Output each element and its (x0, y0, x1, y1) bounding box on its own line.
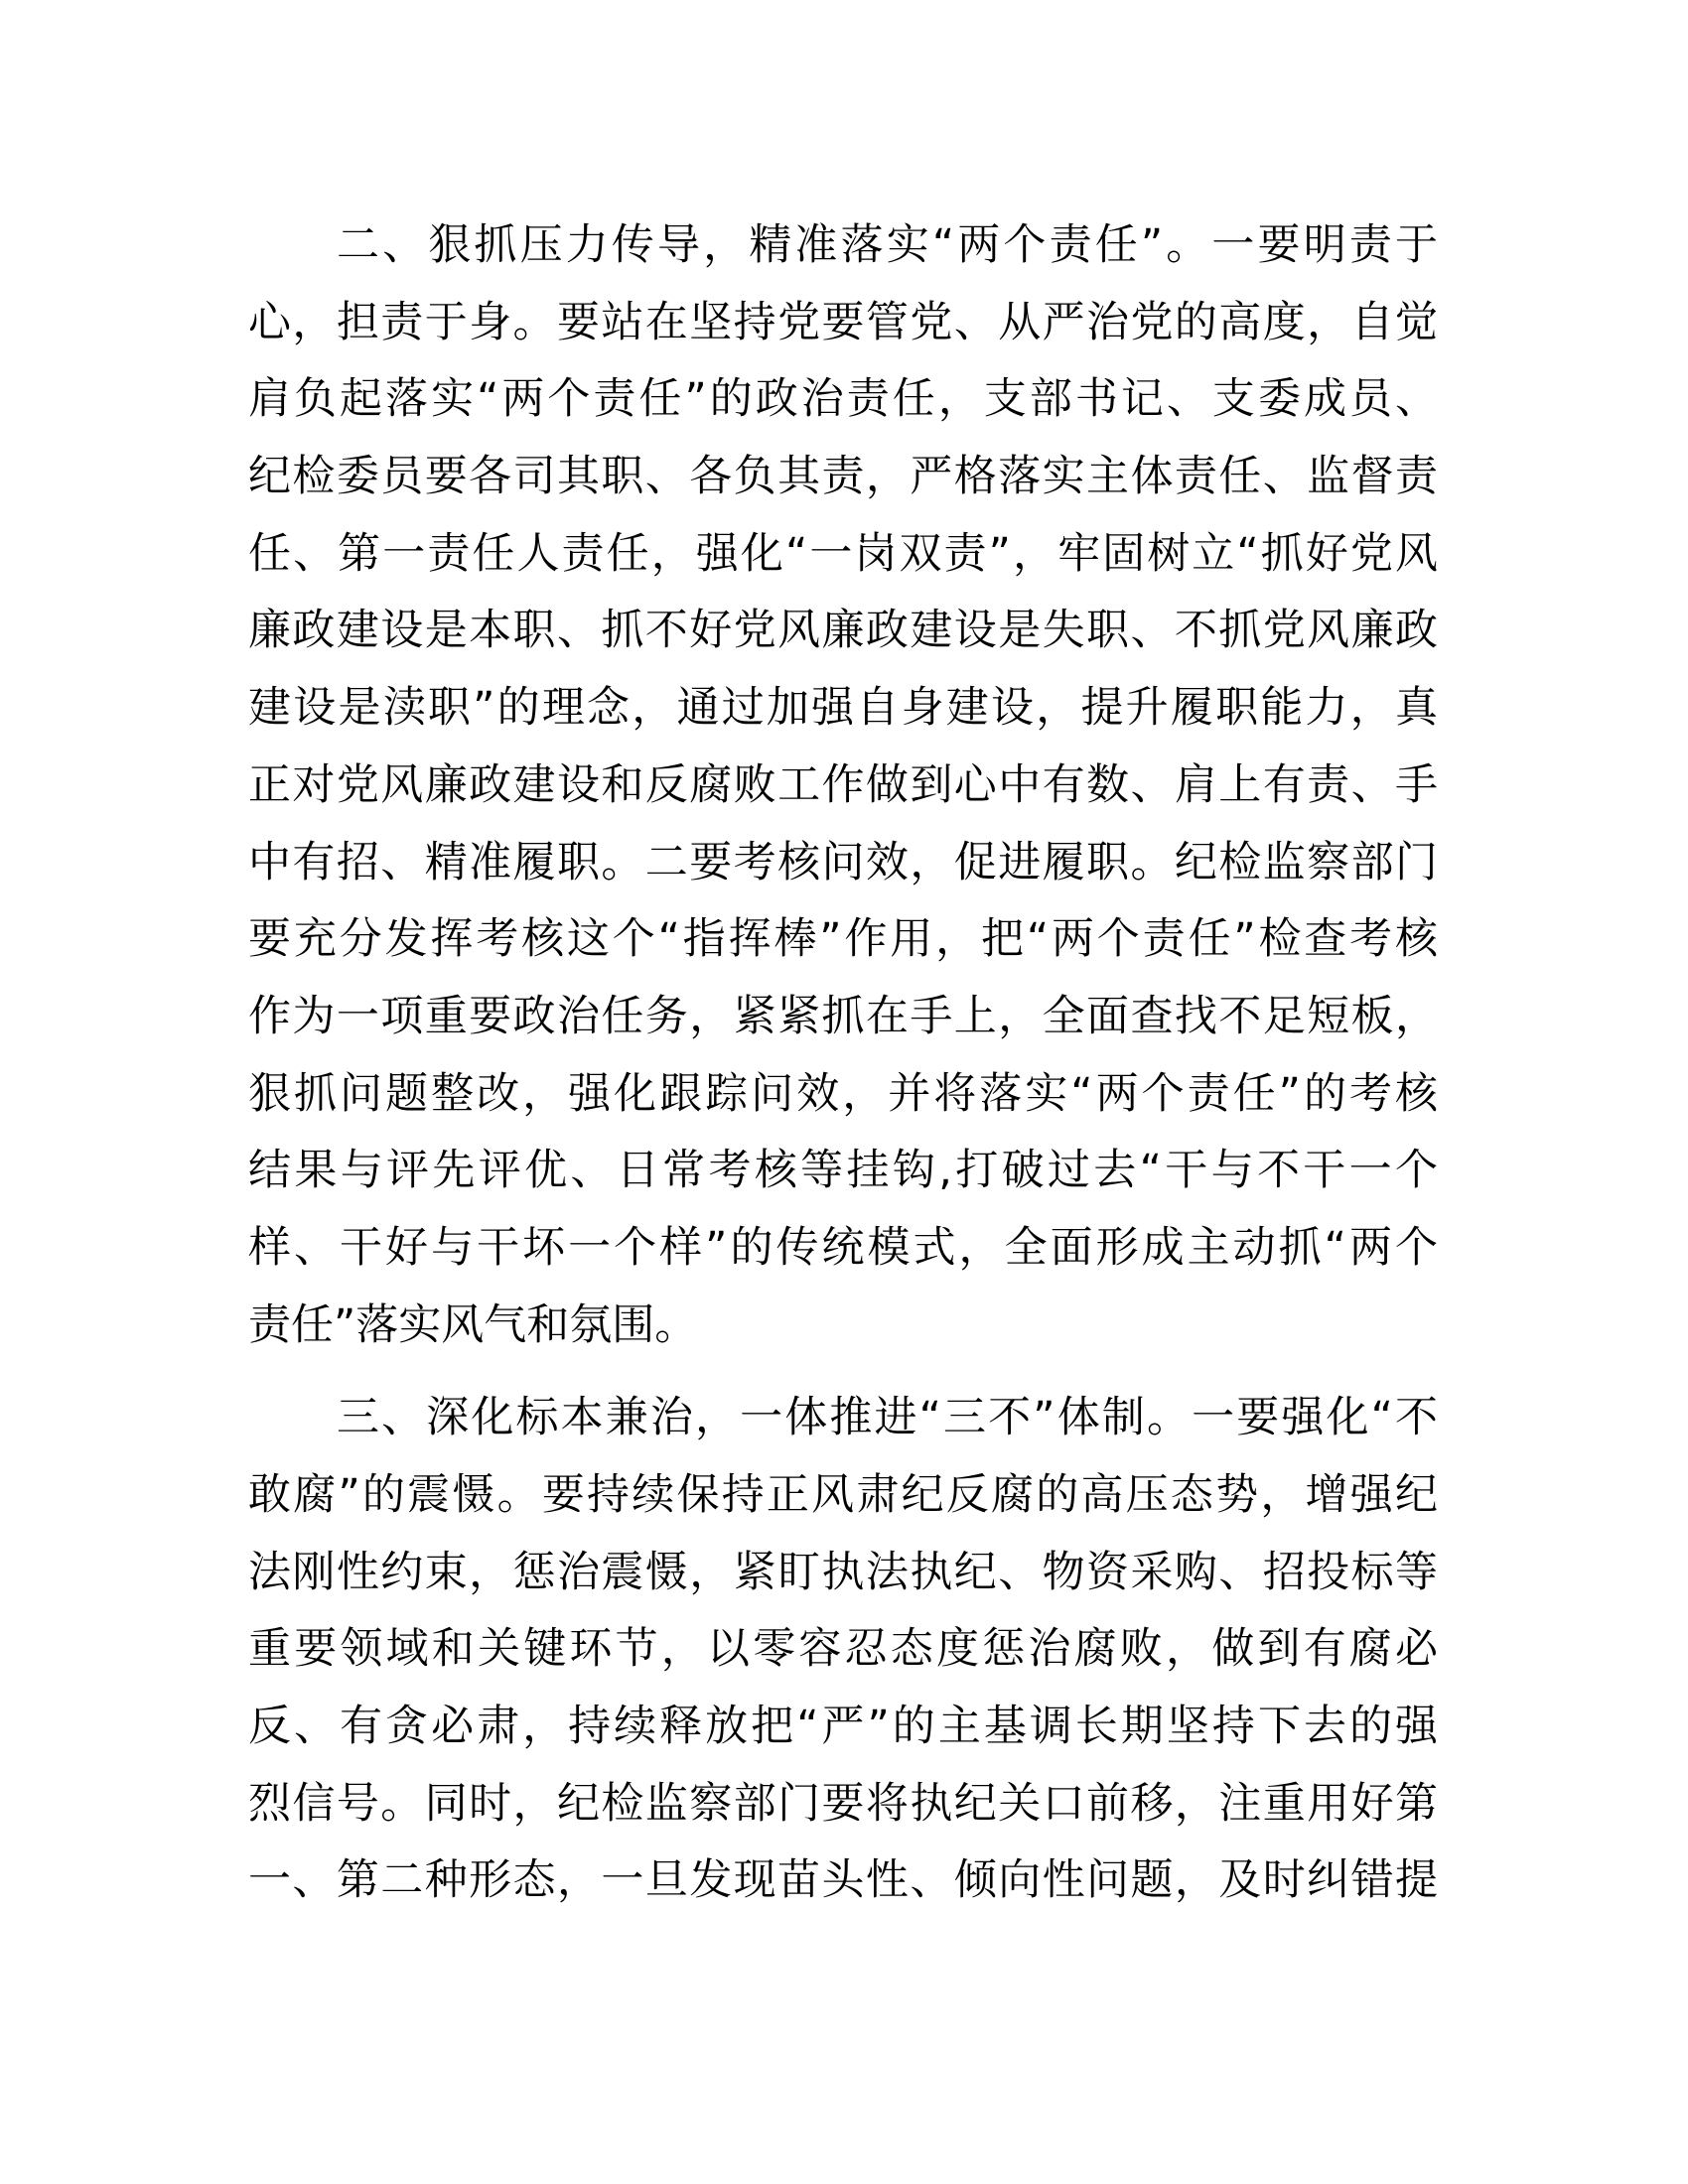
text-line: 任、第一责任人责任，强化“一岗双责”，牢固树立“抓好党风 (248, 528, 1438, 579)
text-line: 三、深化标本兼治，一体推进“三不”体制。一要强化“不 (337, 1393, 1438, 1443)
paragraph-section-three (248, 1380, 1438, 1920)
text-line: 一、第二种形态，一旦发现苗头性、倾向性问题，及时纠错提 (248, 1855, 1438, 1906)
text-line: 中有招、精准履职。二要考核问效，促进履职。纪检监察部门 (248, 837, 1438, 887)
text-line: 正对党风廉政建设和反腐败工作做到心中有数、肩上有责、手 (248, 759, 1438, 810)
text-line: 作为一项重要政治任务，紧紧抓在手上，全面查找不足短板， (248, 991, 1438, 1041)
paragraph-section-two (248, 207, 1438, 1364)
text-line: 样、干好与干坏一个样”的传统模式，全面形成主动抓“两个 (248, 1222, 1438, 1273)
text-line: 法刚性约束，惩治震慑，紧盯执法执纪、物资采购、招投标等 (248, 1547, 1438, 1597)
text-line: 狠抓问题整改，强化跟踪问效，并将落实“两个责任”的考核 (248, 1068, 1438, 1119)
text-line: 重要领域和关键环节，以零容忍态度惩治腐败，做到有腐必 (248, 1624, 1438, 1675)
text-line: 要充分发挥考核这个“指挥棒”作用，把“两个责任”检查考核 (248, 914, 1438, 965)
text-line: 反、有贪必肃，持续释放把“严”的主基调长期坚持下去的强 (248, 1702, 1438, 1752)
document-body (248, 207, 1438, 1920)
text-line: 结果与评先评优、日常考核等挂钩,打破过去“干与不干一个 (248, 1146, 1438, 1196)
text-line: 责任”落实风气和氛围。 (248, 1299, 698, 1350)
text-line: 二、狠抓压力传导，精准落实“两个责任”。一要明责于 (337, 220, 1438, 270)
text-line: 心，担责于身。要站在坚持党要管党、从严治党的高度，自觉 (248, 297, 1438, 347)
text-line: 肩负起落实“两个责任”的政治责任，支部书记、支委成员、 (248, 374, 1438, 425)
text-line: 烈信号。同时，纪检监察部门要将执纪关口前移，注重用好第 (248, 1778, 1438, 1829)
text-line: 廉政建设是本职、抓不好党风廉政建设是失职、不抓党风廉政 (248, 606, 1438, 656)
text-line: 敢腐”的震慑。要持续保持正风肃纪反腐的高压态势，增强纪 (248, 1470, 1438, 1520)
text-line: 纪检委员要各司其职、各负其责，严格落实主体责任、监督责 (248, 452, 1438, 502)
text-line: 建设是渎职”的理念，通过加强自身建设，提升履职能力，真 (248, 683, 1438, 734)
